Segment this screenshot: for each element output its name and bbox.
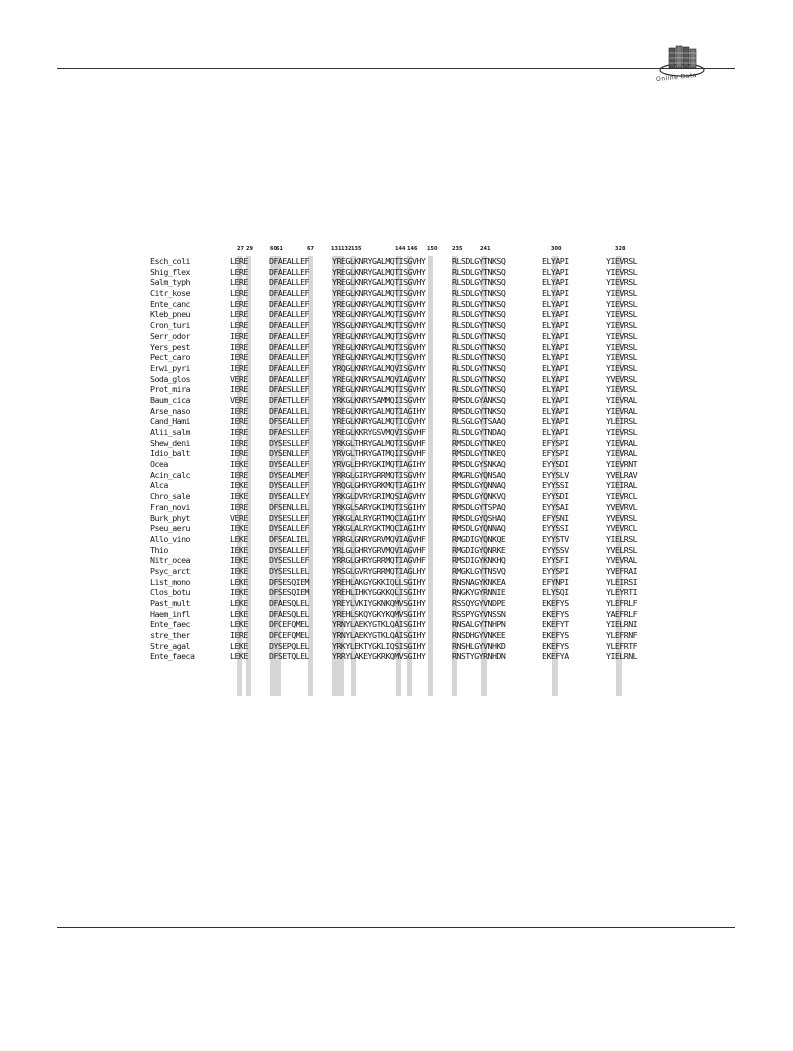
conserved-column-highlight [428,256,433,696]
sequence-block: YREGLKNRYGALMQTISGVHY [332,352,426,363]
species-name: Prot_mira [150,384,191,395]
logo-text: Online Data [655,71,698,84]
sequence-block: DYSESLLEF [269,512,310,523]
species-name: Clos_botu [150,587,191,598]
sequence-block: IERE [230,330,248,341]
sequence-block: YREHLSKQYGKYKQMVSGIHY [332,608,426,619]
sequence-block: IEKE [230,523,248,534]
sequence-block: IEKE [230,555,248,566]
sequence-block: ELYSQI [542,587,569,598]
sequence-block: YRKGLALRYGKTMQCIAGIHY [332,523,426,534]
sequence-block: EKEFYS [542,630,569,641]
sequence-block: DFSESQIEM [269,576,310,587]
sequence-block: IERE [230,427,248,437]
sequence-block: DYSEALMEF [269,469,310,480]
sequence-block: ELYAPI [542,362,569,373]
sequence-block: YRKYLEKTYGKLIQSISGIHY [332,640,426,651]
sequence-block: RSSPYGYVNSSN [452,608,506,619]
position-label: 67 [307,246,314,252]
species-name: Ente_canc [150,298,191,309]
sequence-block: YRQGLGHRYGRKMQTIAGIHY [332,480,426,491]
species-name: Allo_vino [150,533,191,544]
sequence-block: RLSDLGYTNKSQ [452,288,506,299]
sequence-block: YRNYLAEKYGTKLQAISGIHY [332,619,426,630]
sequence-block: DYSEPQLEL [269,640,310,651]
sequence-block: YIELRNI [606,619,638,630]
sequence-block: RLSDLGYTNKSQ [452,277,506,288]
sequence-block: DFCEFQMEL [269,630,310,641]
sequence-block: EYYSDI [542,491,569,502]
sequence-block: YIEIRAL [606,480,638,491]
sequence-block: EKEFYT [542,619,569,630]
species-name: Cand_Hami [150,416,191,427]
sequence-block: EFYNPI [542,576,569,587]
species-name: Shew_deni [150,437,191,448]
sequence-block: YREGLKNRYGALMQTISGVHY [332,277,426,288]
sequence-block: RLSDLGYTNKSQ [452,298,506,309]
sequence-block: YRVGLEHRYGKIMQTIAGIHY [332,459,426,470]
species-name: Ocea [150,459,168,470]
sequence-block: LERE [230,320,248,331]
sequence-block: DYSEALLEF [269,544,310,555]
sequence-block: YREGLKNRYGALMQTISGVHY [332,298,426,309]
sequence-block: RNSTYGYRNHDN [452,651,506,662]
species-name: Past_mult [150,598,191,608]
species-name: Salm_typh [150,277,191,288]
position-label: 27 [237,246,244,252]
sequence-block: RMSDLGYANKSQ [452,394,506,405]
species-name: Yers_pest [150,341,191,352]
sequence-block: VERE [230,394,248,405]
sequence-block: YRSGLKNRYGALMQTISGVHY [332,320,426,331]
sequence-block: DYSEALLEF [269,523,310,534]
sequence-block: EYYSSV [542,544,569,555]
sequence-block: RNSNAGYKNKEA [452,576,506,587]
sequence-block: RLSDLGYTNKSQ [452,320,506,331]
sequence-block: YVELRAV [606,469,638,480]
sequence-block: DYSESLLEF [269,555,310,566]
sequence-block: YRRYLAKEYGKRKQMVSGIHY [332,651,426,662]
sequence-block: IEKE [230,544,248,555]
sequence-block: IERE [230,469,248,480]
sequence-block: YRKGLALRYGRTMQCIAGIHY [332,512,426,523]
sequence-block: DFAEALLEF [269,352,310,363]
sequence-block: YREGLKNRYGALMQTIAGIHY [332,405,426,416]
sequence-block: YIELRSL [606,533,638,544]
sequence-block: IERE [230,448,248,459]
species-name: Alii_salm [150,427,191,437]
sequence-block: YVEFRAI [606,565,638,576]
sequence-block: YREYLVKIYGKNKQMVSGIHY [332,598,426,608]
position-label: 61 [276,246,283,252]
species-name: Fran_novi [150,501,191,512]
sequence-block: EYYSSI [542,523,569,534]
sequence-block: RMGRLGYQNSAQ [452,469,506,480]
sequence-block: LEKE [230,576,248,587]
sequence-block: RNSALGYTNHPN [452,619,506,630]
sequence-block: YREHLAKGYGKKIQLLSGIHY [332,576,426,587]
sequence-block: YREGLKNRYGALMQTISGVHY [332,330,426,341]
sequence-block: EKEFYS [542,598,569,608]
sequence-block: DYSEALLEF [269,480,310,491]
sequence-block: YVEVRSL [606,512,638,523]
sequence-block: YRRGLGNRYGRVMQVIAGVHF [332,533,426,544]
species-name: Soda_glos [150,373,191,384]
sequence-block: DFAEALLEF [269,320,310,331]
sequence-block: DFSETQLEL [269,651,310,662]
sequence-block: RMGDIGYQNKQE [452,533,506,544]
sequence-block: YIEVRSL [606,320,638,331]
sequence-block: YIEVRAL [606,405,638,416]
sequence-block: IERE [230,384,248,395]
species-name: Thio [150,544,168,555]
footer-rule [57,927,735,928]
species-name: Chro_sale [150,491,191,502]
sequence-block: LERE [230,266,248,277]
sequence-block: EKEFYS [542,608,569,619]
sequence-alignment-figure [150,244,650,704]
position-label: 300 [551,246,562,252]
sequence-block: DFAEALLEF [269,277,310,288]
sequence-block: DFAEALLEF [269,330,310,341]
sequence-block: YREGLKNRYGALMQTISGVHY [332,341,426,352]
sequence-block: YRKGLDVRYGRIMQSIAGVHY [332,491,426,502]
sequence-block: YRLGLGHRYGRVMQVIAGVHF [332,544,426,555]
sequence-block: EKEFYS [542,640,569,651]
sequence-block: EYYSSI [542,480,569,491]
sequence-block: RMGKLGYTNSVQ [452,565,506,576]
sequence-block: YIEVRAL [606,437,638,448]
sequence-block: RLSDLGYTNDAQ [452,427,506,437]
sequence-block: DFSENLLEL [269,501,310,512]
sequence-block: YIEVRSL [606,277,638,288]
position-label: 328 [615,246,626,252]
sequence-block: EFYSNI [542,512,569,523]
sequence-block: RMSDLGYTNKSQ [452,405,506,416]
sequence-block: ELYAPI [542,277,569,288]
sequence-block: YRKGLKNRYSAMMQIISGVHY [332,394,426,405]
position-label: 235 [452,246,463,252]
species-name: Nitr_ocea [150,555,191,566]
sequence-block: DYSENLLEF [269,448,310,459]
position-label: 144 [395,246,406,252]
sequence-block: YIEVRCL [606,491,638,502]
sequence-block: LEKE [230,608,248,619]
sequence-block: DFAEALLEF [269,266,310,277]
sequence-block: ELYAPI [542,341,569,352]
sequence-block: IEKE [230,565,248,576]
sequence-block: YRNYLAEKYGTKLQAISGIHY [332,630,426,641]
position-label: 132 [341,246,352,252]
sequence-block: DFCEFQMEL [269,619,310,630]
sequence-block: LERE [230,309,248,320]
sequence-block: YIEVRNT [606,459,638,470]
sequence-block: YVEVRVL [606,501,638,512]
sequence-block: RMSDLGYTNKEQ [452,448,506,459]
position-label: 131 [331,246,342,252]
sequence-block: YVEVRCL [606,523,638,534]
sequence-block: IERE [230,352,248,363]
sequence-block: DFAESLLEF [269,384,310,395]
species-name: Erwi_pyri [150,362,191,373]
sequence-block: YVEVRAL [606,555,638,566]
species-name: Alca [150,480,168,491]
sequence-block: RLSDLGYTNKSQ [452,330,506,341]
species-name: stre_ther [150,630,191,641]
sequence-block: RSSQYGYVNDPE [452,598,506,608]
sequence-block: EYYSAI [542,501,569,512]
sequence-block: DFAEALLEL [269,405,310,416]
sequence-block: ELYAPI [542,352,569,363]
sequence-block: ELYAPI [542,394,569,405]
sequence-block: DFAEALLEF [269,298,310,309]
sequence-block: RMSDLGYTNKEQ [452,437,506,448]
sequence-block: RNSDHGYVNKEE [452,630,506,641]
sequence-block: EKEFYA [542,651,569,662]
sequence-block: VERE [230,373,248,384]
position-label: 150 [427,246,438,252]
position-label: 60 [270,246,277,252]
sequence-block: YREGLKNRYGALMQTISGVHY [332,288,426,299]
sequence-block: YLEFRLF [606,598,638,608]
sequence-block: ELYAPI [542,320,569,331]
sequence-block: EYYSPI [542,565,569,576]
sequence-block: RMSDLGYSNKAQ [452,459,506,470]
species-name: Stre_agal [150,640,191,651]
sequence-block: IERE [230,501,248,512]
sequence-block: YREHLIHKYGGKKQLISGIHY [332,587,426,598]
sequence-block: RMSDLGYQNNAQ [452,523,506,534]
sequence-block: DFAETLLEF [269,394,310,405]
sequence-block: IERE [230,362,248,373]
sequence-block: LEKE [230,640,248,651]
sequence-block: IEKE [230,480,248,491]
sequence-block: RMSDLGYTSPAQ [452,501,506,512]
sequence-block: EYYSFI [542,555,569,566]
species-name: Kleb_pneu [150,309,191,320]
sequence-block: RMGDIGYQNRKE [452,544,506,555]
sequence-block: RLSDLGYTNKSQ [452,266,506,277]
sequence-block: YIEVRSL [606,341,638,352]
sequence-block: ELYAPI [542,288,569,299]
species-name: Citr_kose [150,288,191,299]
sequence-block: DYSESLLEF [269,437,310,448]
sequence-block: YREGLKNRYGALMQTISGVHY [332,309,426,320]
sequence-block: LERE [230,288,248,299]
sequence-block: YIEVRSL [606,266,638,277]
sequence-block: YRKGLSARYGKIMQTISGIHY [332,501,426,512]
position-label: 146 [407,246,418,252]
sequence-block: DYSEALLEF [269,459,310,470]
sequence-block: RMSDLGYQNKVQ [452,491,506,502]
sequence-block: RMSDLGYQNNAQ [452,480,506,491]
sequence-block: LEKE [230,651,248,662]
sequence-block: ELYAPI [542,405,569,416]
sequence-block: ELYAPI [542,298,569,309]
species-name: Cron_turi [150,320,191,331]
sequence-block: IERE [230,405,248,416]
sequence-block: YIEVRSL [606,256,638,266]
sequence-block: EYYSTV [542,533,569,544]
sequence-block: ELYAPI [542,330,569,341]
sequence-block: EFYSPI [542,448,569,459]
sequence-block: DFAEALLEF [269,373,310,384]
sequence-block: YIEVRSL [606,362,638,373]
sequence-block: YIEVRAL [606,394,638,405]
sequence-block: YRKGLTHRYGALMQTISGVHF [332,437,426,448]
sequence-block: YLEFRTF [606,640,638,651]
species-name: Arse_naso [150,405,191,416]
species-name: Psyc_arct [150,565,191,576]
species-name: Ente_faeca [150,651,195,662]
sequence-block: IERE [230,630,248,641]
sequence-block: ELYAPI [542,256,569,266]
sequence-block: ELYAPI [542,266,569,277]
sequence-block: RLSDLGYTNKSQ [452,384,506,395]
sequence-block: DYSEALLEY [269,491,310,502]
sequence-block: YRVGLTHRYGATMQIISGVHF [332,448,426,459]
sequence-block: LERE [230,256,248,266]
sequence-block: DFAEALLEF [269,341,310,352]
sequence-block: YVELRSL [606,544,638,555]
sequence-block: DYSESLLEL [269,565,310,576]
sequence-block: YREGLKNRYGALMQTISGVHY [332,256,426,266]
sequence-block: ELYAPI [542,416,569,427]
sequence-block: DFAESQLEL [269,608,310,619]
species-name: Haem_infl [150,608,191,619]
species-name: Serr_odor [150,330,191,341]
sequence-block: LERE [230,298,248,309]
sequence-block: RLSDLGYTNKSQ [452,341,506,352]
sequence-block: LERE [230,277,248,288]
sequence-block: IEKE [230,587,248,598]
sequence-block: EYYSLV [542,469,569,480]
sequence-block: YREGLKNRYSALMQVIAGVHY [332,373,426,384]
position-label: 135 [351,246,362,252]
species-name: Shig_flex [150,266,191,277]
sequence-block: VERE [230,512,248,523]
sequence-block: RLSGLGYTSAAQ [452,416,506,427]
sequence-block: YIEVRSL [606,427,638,437]
sequence-block: ELYAPI [542,309,569,320]
sequence-block: YRQGLKNRYGALMQVISGVHY [332,362,426,373]
sequence-block: EFYSPI [542,437,569,448]
sequence-block: YLEIRSL [606,416,638,427]
sequence-block: IERE [230,437,248,448]
sequence-block: DFAEALLEF [269,362,310,373]
sequence-block: IEKE [230,459,248,470]
sequence-block: EYYSDI [542,459,569,470]
sequence-block: RNGKYGYRNNIE [452,587,506,598]
sequence-block: YRSGLGVRYGRRMQTIAGLHY [332,565,426,576]
species-name: Pseu_aeru [150,523,191,534]
sequence-block: ELYAPI [542,384,569,395]
sequence-block: YIEVRSL [606,330,638,341]
sequence-block: DFSEALIEL [269,533,310,544]
sequence-block: YVEVRSL [606,373,638,384]
sequence-block: DFAEALLEF [269,288,310,299]
species-name: Ente_faec [150,619,191,630]
sequence-block: RLSDLGYTNKSQ [452,256,506,266]
sequence-block: YIELRNL [606,651,638,662]
sequence-block: DFSEALLEF [269,416,310,427]
species-name: Esch_coli [150,256,191,266]
species-name: Pect_caro [150,352,191,363]
species-name: Idio_balt [150,448,191,459]
species-name: List_mono [150,576,191,587]
sequence-block: YIEVRSL [606,384,638,395]
sequence-block: DFAESQLEL [269,598,310,608]
sequence-block: RMSDLGYQSHAQ [452,512,506,523]
sequence-block: IERE [230,341,248,352]
sequence-block: YRRGLGHRYGRRMQTIAGVHF [332,555,426,566]
sequence-block: YAEFRLF [606,608,638,619]
position-label: 241 [480,246,491,252]
sequence-block: DFAESLLEF [269,427,310,437]
sequence-block: RMSDIGYKNKHQ [452,555,506,566]
sequence-block: YIEVRSL [606,288,638,299]
sequence-block: LEKE [230,598,248,608]
sequence-block: YIEVRSL [606,298,638,309]
species-name: Acin_calc [150,469,191,480]
sequence-block: RLSDLGYTNKSQ [452,309,506,320]
sequence-block: DFAEALLEF [269,256,310,266]
sequence-block: YLEYRTI [606,587,638,598]
sequence-block: YREGLKNRYGALMQTISGVHY [332,266,426,277]
sequence-block: YLEFRNF [606,630,638,641]
sequence-block: RLSDLGYTNKSQ [452,352,506,363]
position-label: 29 [246,246,253,252]
sequence-block: DFAEALLEF [269,309,310,320]
sequence-block: YLEIRSI [606,576,638,587]
sequence-block: RLSDLGYTNKSQ [452,362,506,373]
sequence-block: YIEVRSL [606,352,638,363]
sequence-block: LEKE [230,533,248,544]
sequence-block: ELYAPI [542,373,569,384]
sequence-block: YIEVRSL [606,309,638,320]
sequence-block: YREGLKNRYGALMQTICGVHY [332,416,426,427]
header-rule [57,68,735,69]
sequence-block: YREGLKNRYGALMQTISGVHY [332,384,426,395]
species-name: Baum_cica [150,394,191,405]
sequence-block: LEKE [230,619,248,630]
sequence-block: IEKE [230,491,248,502]
sequence-block: RLSDLGYTNKSQ [452,373,506,384]
sequence-block: IERE [230,416,248,427]
sequence-block: YREGLKKRYGSVMQVISGVHF [332,427,426,437]
sequence-block: YRRGLGIRYGRRMQTISGVHY [332,469,426,480]
species-name: Burk_phyt [150,512,191,523]
sequence-block: ELYAPI [542,427,569,437]
sequence-block: DFSESQIEM [269,587,310,598]
sequence-block: RNSHLGYVNHKD [452,640,506,651]
sequence-block: YIEVRAL [606,448,638,459]
